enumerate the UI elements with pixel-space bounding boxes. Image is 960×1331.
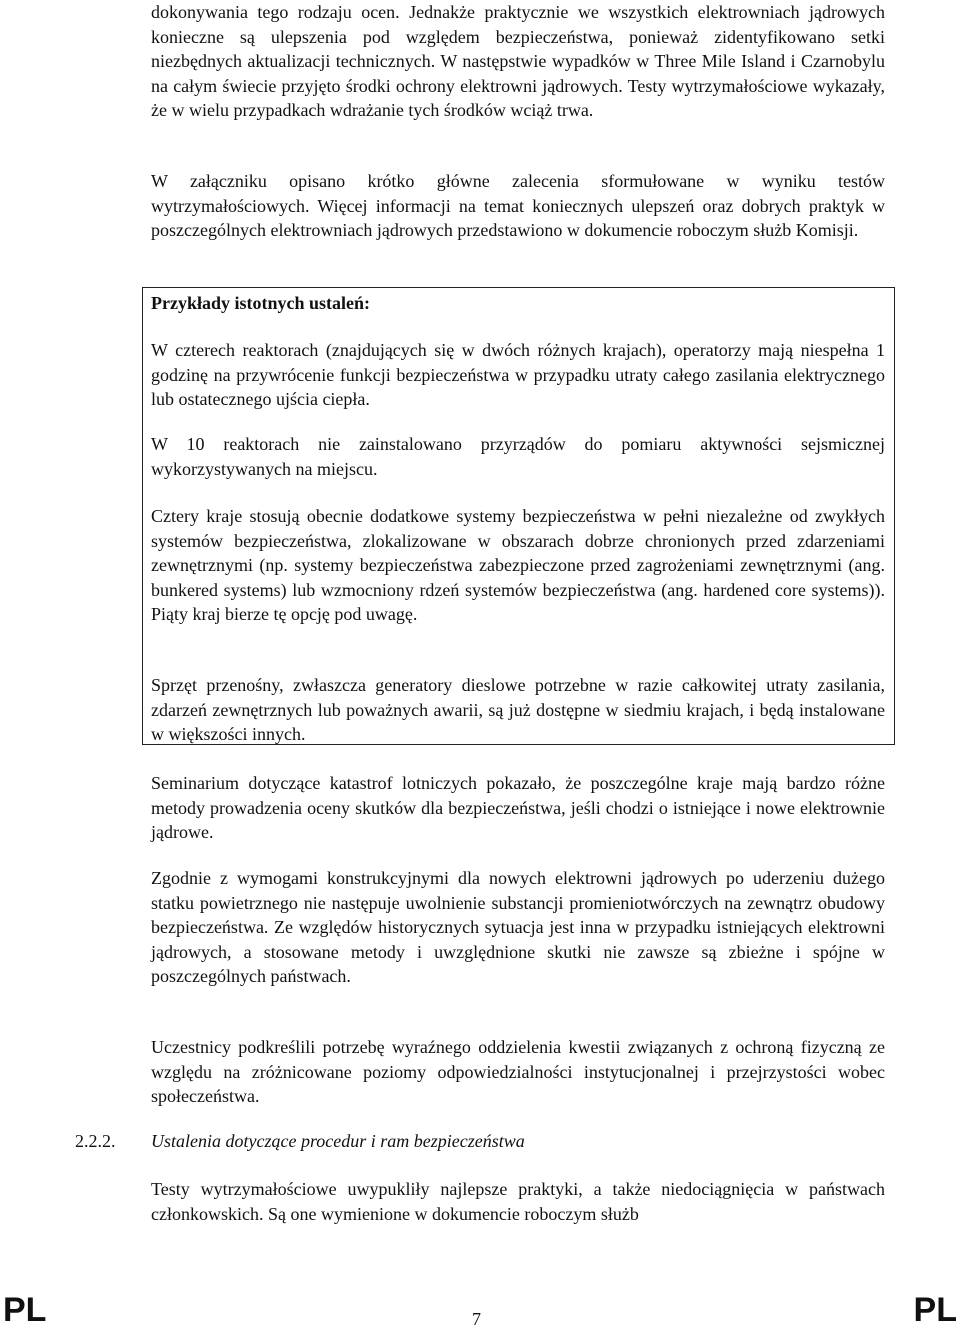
finding-item (151, 432, 885, 481)
paragraph-annex (151, 169, 885, 243)
finding-item (151, 673, 885, 747)
paragraph-text: dokonywania tego rodzaju ocen. Jednakże praktycznie we wszystkich elektrowniach jądrowych konieczne są ulepszenia pod względem bezpieczeństwa, ponieważ zidentyfikowano setki niezbędnych aktualizacji technicznych. W następstwie wypadków w Three Mile Island i Czarnobylu na całym świecie przyjęto środki ochrony elektrowni jądrowych. Testy wytrzymałościowe wykazały, że w wielu przypadkach wdrażanie tych środków wciąż trwa. (151, 2, 885, 120)
finding-item (151, 338, 885, 412)
paragraph-text: W załączniku opisano krótko główne zalecenia sformułowane w wyniku testów wytrzymałościowych. Więcej informacji na temat koniecznych ulepszeń oraz dobrych praktyk w poszczególnych elektrowniach jądrowych przedstawiono w dokumencie roboczym służb Komisji. (151, 171, 885, 240)
section-number: 2.2.2. (75, 1131, 116, 1151)
paragraph-text: Testy wytrzymałościowe uwypukliły najlepsze praktyki, a także niedociągnięcia w państwach członkowskich. Są one wymienione w dokumencie roboczym służb (151, 1179, 885, 1224)
paragraph-text: Seminarium dotyczące katastrof lotniczych pokazało, że poszczególne kraje mają bardzo różne metody prowadzenia oceny skutków dla bezpieczeństwa, jeśli chodzi o istniejące i nowe elektrownie jądrowe. (151, 773, 885, 842)
section-title: Ustalenia dotyczące procedur i ram bezpieczeństwa (151, 1131, 525, 1151)
page-number: 7 (472, 1309, 481, 1329)
finding-text: Sprzęt przenośny, zwłaszcza generatory dieslowe potrzebne w razie całkowitej utraty zasilania, zdarzeń zewnętrznych lub poważnych awarii, są już dostępne w siedmiu krajach, i będą instalowane w większości innych. (151, 675, 885, 744)
finding-item (151, 504, 885, 627)
paragraph-text: Uczestnicy podkreślili potrzebę wyraźnego oddzielenia kwestii związanych z ochroną fizyczną ze względu na zróżnicowane poziomy odpowiedzialności instytucjonalnej i przejrzystości wobec społeczeństwa. (151, 1037, 885, 1106)
footer-language-right: PL (913, 1291, 957, 1329)
finding-text: W czterech reaktorach (znajdujących się w dwóch różnych krajach), operatorzy mają niespełna 1 godzinę na przywrócenie funkcji bezpieczeństwa w przypadku utraty całego zasilania elektrycznego lub ostatecznego ujścia ciepła. (151, 340, 885, 409)
finding-text: W 10 reaktorach nie zainstalowano przyrządów do pomiaru aktywności sejsmicznej wykorzystywanych na miejscu. (151, 434, 885, 479)
paragraph-text: Zgodnie z wymogami konstrukcyjnymi dla nowych elektrowni jądrowych po uderzeniu dużego statku powietrznego nie następuje uwolnienie substancji promieniotwórczych na zewnątrz obudowy bezpieczeństwa. Ze względów historycznych sytuacja jest inna w przypadku istniejących elektrowni jądrowych, a stosowane metody i uwzględnione skutki nie zawsze są zbieżne i spójne w poszczególnych państwach. (151, 868, 885, 986)
paragraph-participants (151, 1035, 885, 1109)
paragraph-intro (151, 0, 885, 123)
paragraph-design-requirements (151, 866, 885, 989)
footer-language-left: PL (3, 1291, 47, 1329)
paragraph-seminar (151, 771, 885, 845)
paragraph-stress-tests (151, 1177, 885, 1226)
findings-box-title: Przykłady istotnych ustaleń: (151, 293, 371, 313)
finding-text: Cztery kraje stosują obecnie dodatkowe systemy bezpieczeństwa w pełni niezależne od zwykłych systemów bezpieczeństwa, zlokalizowane w obszarach dobrze chronionych przed zdarzeniami zewnętrznymi (np. systemy bezpieczeństwa zabezpieczone przed zagrożeniami zewnętrznymi (ang. bunkered systems) lub wzmocniony rdzeń systemów bezpieczeństwa (ang. hardened core systems)). Piąty kraj bierze tę opcję pod uwagę. (151, 506, 885, 624)
